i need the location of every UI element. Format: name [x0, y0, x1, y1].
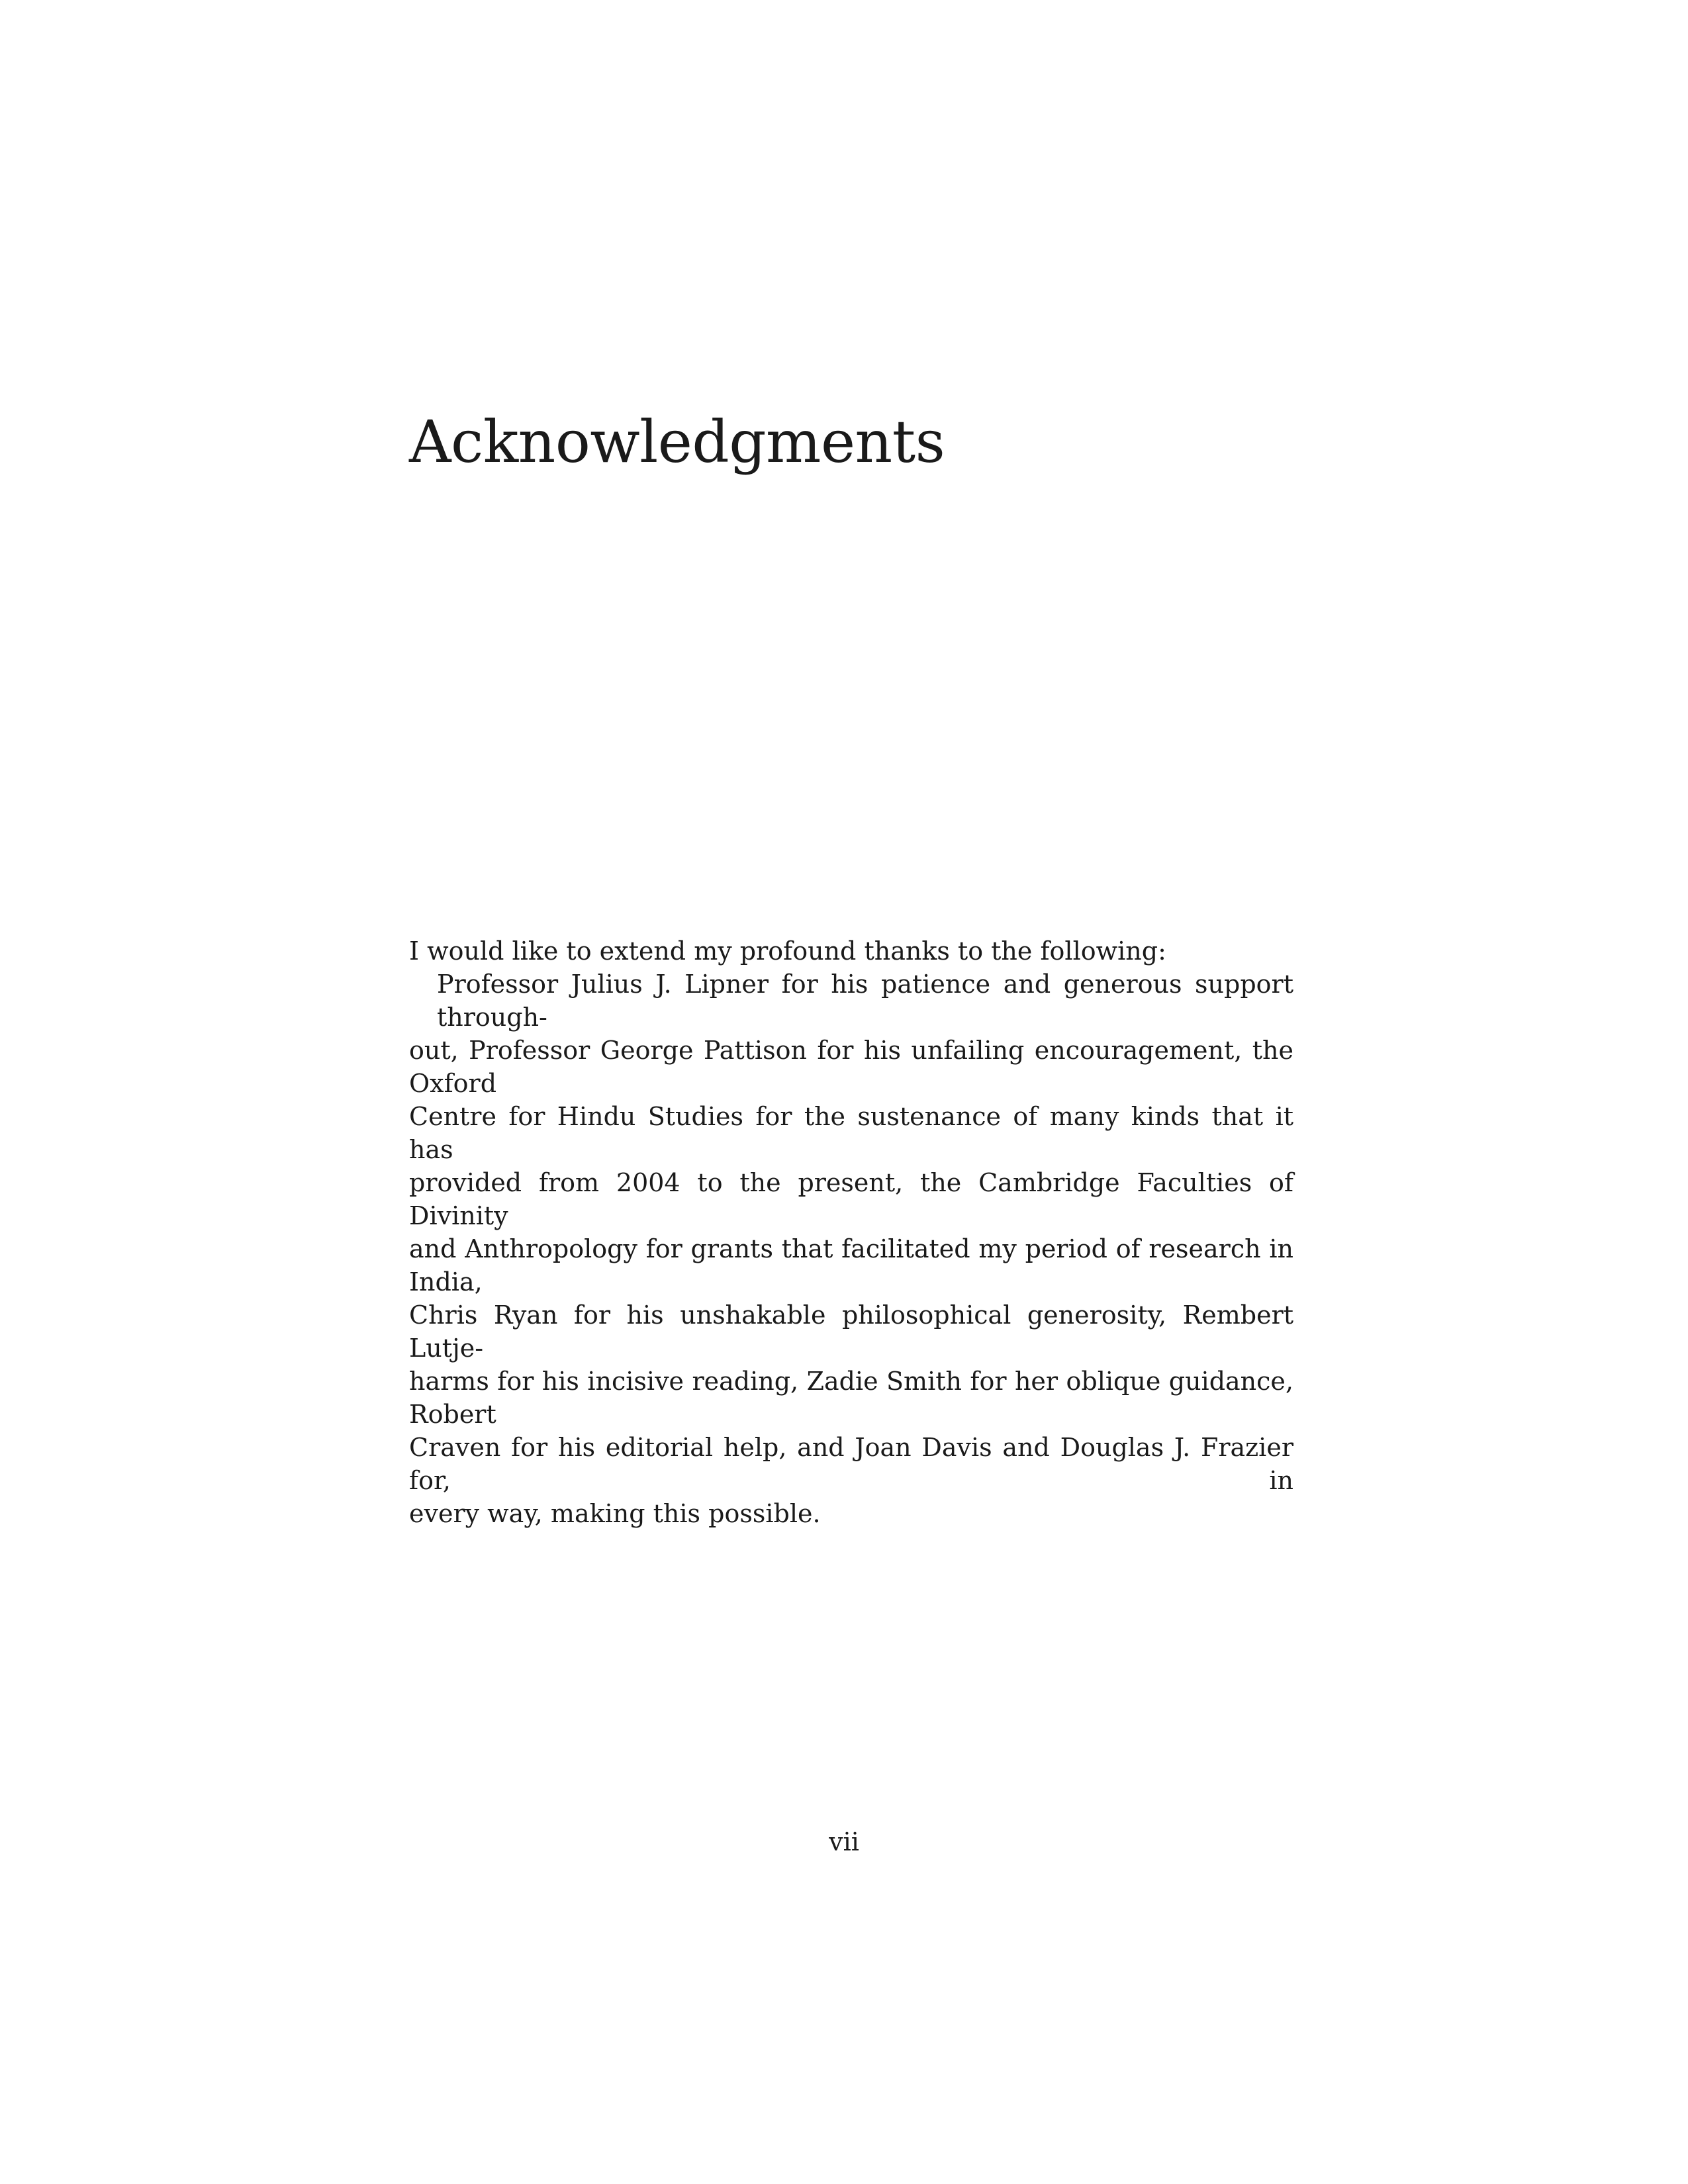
- acknowledgments-body: [409, 934, 1293, 1530]
- intro-line: I would like to extend my profound thanks to the following:: [409, 936, 1166, 966]
- paragraph-line: out, Professor George Pattison for his unfailing encouragement, the Oxford: [409, 1036, 1293, 1098]
- paragraph-line: Professor Julius J. Lipner for his patience and generous support through-: [437, 970, 1293, 1032]
- paragraph-line: and Anthropology for grants that facilitated my period of research in India,: [409, 1234, 1293, 1297]
- paragraph-line: every way, making this possible.: [409, 1499, 821, 1528]
- paragraph-line: Centre for Hindu Studies for the sustenance of many kinds that it has: [409, 1102, 1293, 1164]
- paragraph-line: harms for his incisive reading, Zadie Smith for her oblique guidance, Robert: [409, 1367, 1293, 1429]
- paragraph-line: provided from 2004 to the present, the Cambridge Faculties of Divinity: [409, 1168, 1293, 1230]
- paragraph-line: Chris Ryan for his unshakable philosophical generosity, Rembert Lutje-: [409, 1300, 1293, 1363]
- page-title: Acknowledgments: [409, 408, 945, 476]
- paragraph-line: Craven for his editorial help, and Joan Davis and Douglas J. Frazier for, in: [409, 1433, 1293, 1495]
- page-number: vii: [829, 1827, 859, 1856]
